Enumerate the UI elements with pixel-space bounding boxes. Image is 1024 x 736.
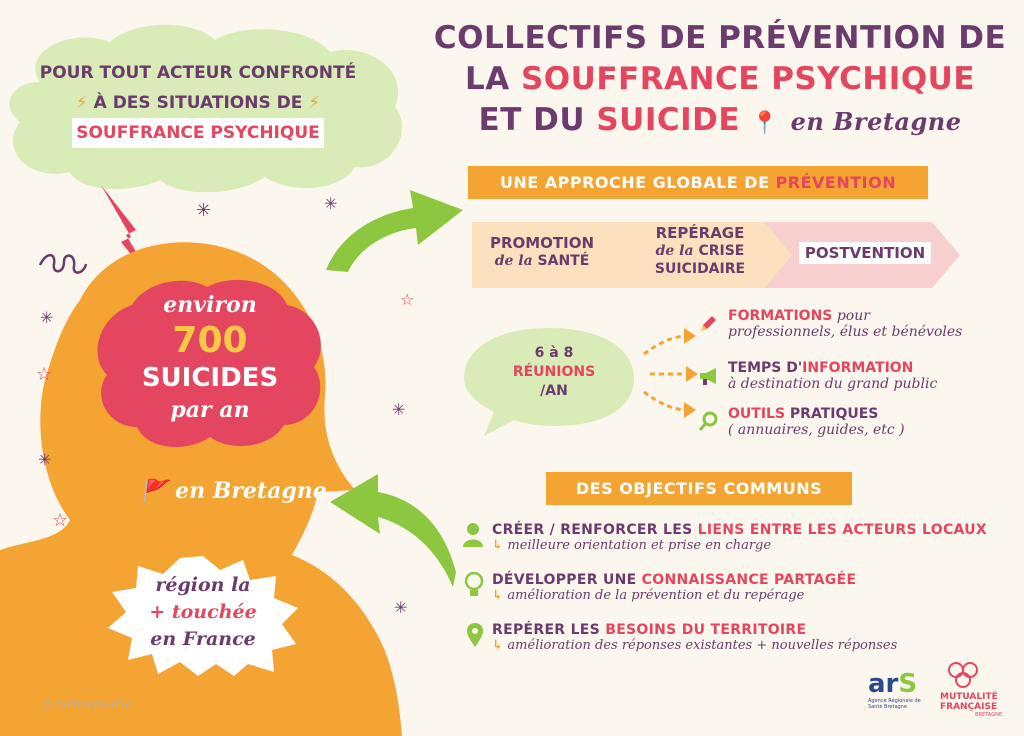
title-line-3: ET DU SUICIDE 📍 en Bretagne: [478, 102, 962, 138]
item-outils: OUTILS PRATIQUES ( annuaires, guides, etc ): [728, 406, 905, 438]
ars-logo: arS Agence Régionale de Santé Bretagne: [868, 669, 921, 710]
swirl-icon: [38, 250, 88, 280]
green-arrow-up: [318, 180, 468, 275]
item-information: TEMPS D'INFORMATION à destination du grand public: [728, 360, 938, 392]
lightning-icon: ⚡: [75, 93, 94, 113]
lightbulb-icon: [464, 572, 484, 598]
green-arrow-down: [328, 472, 458, 592]
sparkle-icon: ✳: [324, 194, 338, 213]
objective-1: CRÉER / RENFORCER LES LIENS ENTRE LES ACTEURS LOCAUX ↳ meilleure orientation et prise en charge: [492, 522, 988, 553]
title-line-2: LA SOUFFRANCE PSYCHIQUE: [464, 61, 976, 97]
step-2-text: REPÉRAGE de la CRISE SUICIDAIRE: [654, 224, 746, 277]
lightning-icon: ⚡: [302, 93, 321, 113]
cloud-line-3: SOUFFRANCE PSYCHIQUE: [72, 118, 324, 148]
cloud-line-1: POUR TOUT ACTEUR CONFRONTÉ: [39, 63, 357, 83]
magnifier-icon: [698, 410, 720, 432]
star-line-1: région la: [155, 574, 251, 596]
stat-region: 🚩 en Bretagne: [140, 478, 327, 504]
cloud-text: [18, 58, 378, 148]
dashed-arrows: [640, 322, 700, 422]
location-pin-icon: 🚩: [140, 478, 168, 504]
star-line-3: en France: [150, 628, 256, 650]
sparkle-icon: ✳: [392, 400, 406, 419]
star-outline-icon: ☆: [52, 510, 69, 531]
sparkle-icon: ✳: [40, 308, 54, 327]
stat-number: 700: [172, 320, 248, 361]
star-text: [118, 572, 288, 653]
step-1-text: PROMOTION de la SANTÉ: [489, 234, 595, 269]
stat-per: par an: [170, 397, 250, 423]
objective-3: REPÉRER LES BESOINS DU TERRITOIRE ↳ amélioration des réponses existantes + nouvelles réponses: [492, 622, 898, 653]
title-line-1: COLLECTIFS DE PRÉVENTION DE: [433, 20, 1007, 56]
pencil-icon: [698, 314, 718, 334]
credit: @ helenepouille: [42, 698, 132, 711]
map-pin-icon: [466, 622, 484, 648]
objective-2: DÉVELOPPER UNE CONNAISSANCE PARTAGÉE ↳ amélioration de la prévention et du repérage: [492, 572, 857, 603]
star-outline-icon: ☆: [36, 364, 53, 385]
sparkle-icon: ✳: [38, 450, 52, 469]
star-outline-icon: ☆: [400, 290, 415, 309]
cloud-line-2: ⚡ À DES SITUATIONS DE ⚡: [75, 93, 321, 113]
item-formations: FORMATIONS pour professionnels, élus et bénévoles: [728, 308, 963, 340]
stat-environ: environ: [163, 292, 257, 318]
location-pin-icon: 📍: [751, 111, 780, 136]
meetings-text: 6 à 8 RÉUNIONS /AN: [512, 345, 596, 399]
stat-label: SUICIDES: [141, 363, 279, 393]
stat-text: [110, 290, 310, 426]
sparkle-icon: ✳: [394, 598, 408, 617]
sparkle-icon: ✳: [196, 200, 212, 221]
person-icon: [462, 522, 484, 548]
star-line-2: + touchée: [149, 601, 257, 623]
mutualite-francaise-logo: MUTUALITÉ FRANÇAISE BRETAGNE: [940, 660, 1016, 726]
objectives-banner: DES OBJECTIFS COMMUNS: [546, 472, 852, 505]
step-3-text: POSTVENTION: [790, 244, 940, 263]
main-title: [430, 18, 1010, 144]
megaphone-icon: [698, 366, 720, 386]
approach-banner: UNE APPROCHE GLOBALE DE PRÉVENTION: [468, 166, 928, 199]
